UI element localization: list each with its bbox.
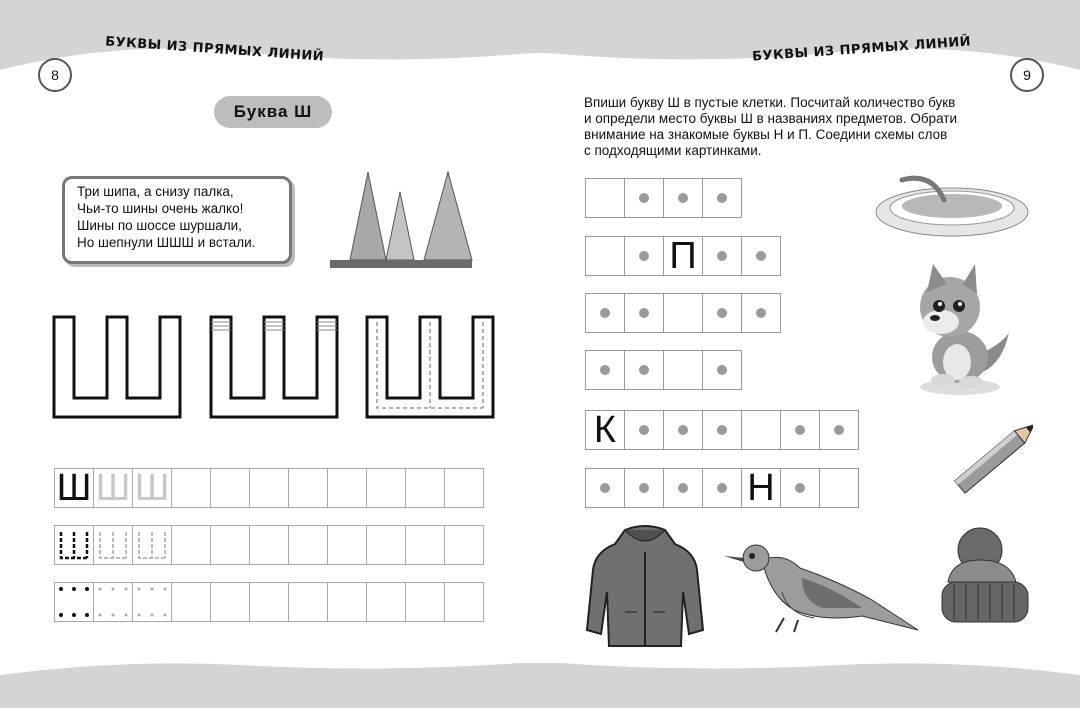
scheme-cell[interactable] xyxy=(585,410,625,450)
writing-cell[interactable] xyxy=(444,468,484,508)
scheme-cell[interactable] xyxy=(585,293,625,333)
scheme-cell[interactable] xyxy=(702,410,742,450)
letter-heading: Буква Ш xyxy=(214,96,332,128)
writing-cell[interactable] xyxy=(405,582,445,622)
writing-cell[interactable] xyxy=(288,525,328,565)
writing-cell[interactable] xyxy=(327,525,367,565)
scheme-cell[interactable] xyxy=(663,468,703,508)
right-header-title: БУКВЫ ИЗ ПРЯМЫХ ЛИНИЙ xyxy=(751,34,972,65)
writing-cell[interactable] xyxy=(288,582,328,622)
writing-cell[interactable] xyxy=(132,468,172,508)
writing-cell[interactable] xyxy=(93,525,133,565)
scheme-cell[interactable] xyxy=(585,468,625,508)
sound-dot xyxy=(717,193,727,203)
scheme-cell[interactable] xyxy=(663,293,703,333)
dashed-letter xyxy=(94,526,132,564)
writing-cell[interactable] xyxy=(171,525,211,565)
scheme-cell[interactable] xyxy=(780,468,820,508)
trace-letter: Ш xyxy=(56,467,92,509)
sound-dot xyxy=(678,483,688,493)
left-header-title: БУКВЫ ИЗ ПРЯМЫХ ЛИНИЙ xyxy=(104,34,325,65)
scheme-cell[interactable] xyxy=(585,350,625,390)
sound-dot xyxy=(717,425,727,435)
writing-cell[interactable] xyxy=(405,525,445,565)
writing-cell[interactable] xyxy=(249,525,289,565)
sound-dot xyxy=(600,308,610,318)
trace-letter: Ш xyxy=(95,467,131,509)
scheme-cell[interactable] xyxy=(624,350,664,390)
writing-row-dashed xyxy=(55,525,484,565)
writing-cell[interactable] xyxy=(54,525,94,565)
writing-cell[interactable] xyxy=(132,525,172,565)
poem-line: Чьи-то шины очень жалко! xyxy=(77,201,244,216)
scheme-cell[interactable] xyxy=(702,468,742,508)
sound-dot xyxy=(756,251,766,261)
sound-dot xyxy=(639,308,649,318)
scheme-cell[interactable] xyxy=(741,468,781,508)
sound-dot xyxy=(834,425,844,435)
poem-line: Но шепнули ШШШ и встали. xyxy=(77,235,256,250)
dot-guide xyxy=(94,583,132,621)
sound-dot xyxy=(639,425,649,435)
instruction-line: Впиши букву Ш в пустые клетки. Посчитай количество букв xyxy=(584,95,956,110)
sound-dot xyxy=(756,308,766,318)
scheme-cell[interactable] xyxy=(780,410,820,450)
sound-dot xyxy=(717,251,727,261)
scheme-cell[interactable] xyxy=(819,410,859,450)
scheme-cell[interactable] xyxy=(624,236,664,276)
writing-cell[interactable] xyxy=(54,468,94,508)
sound-dot xyxy=(639,365,649,375)
scheme-cell[interactable] xyxy=(624,468,664,508)
scheme-cell[interactable] xyxy=(741,293,781,333)
sound-dot xyxy=(639,483,649,493)
writing-row-trace xyxy=(55,468,484,508)
scheme-cell[interactable] xyxy=(702,350,742,390)
scheme-cell[interactable] xyxy=(624,293,664,333)
sound-dot xyxy=(717,365,727,375)
writing-cell[interactable] xyxy=(54,582,94,622)
scheme-letter: К xyxy=(593,409,617,451)
writing-cell[interactable] xyxy=(249,582,289,622)
three-spikes-illustration xyxy=(328,168,474,270)
writing-cell[interactable] xyxy=(93,582,133,622)
sound-dot xyxy=(717,308,727,318)
scheme-cell[interactable] xyxy=(624,178,664,218)
sound-dot xyxy=(600,365,610,375)
coat-picture xyxy=(585,522,705,650)
writing-row-dots xyxy=(55,582,484,622)
writing-cell[interactable] xyxy=(249,468,289,508)
big-letter-outline xyxy=(50,314,185,420)
sound-dot xyxy=(795,483,805,493)
writing-cell[interactable] xyxy=(93,468,133,508)
porridge-bowl-picture xyxy=(872,170,1032,240)
writing-cell[interactable] xyxy=(366,468,406,508)
word-scheme-row xyxy=(586,293,781,333)
scheme-cell[interactable] xyxy=(663,350,703,390)
writing-cell[interactable] xyxy=(366,525,406,565)
scheme-cell[interactable] xyxy=(819,468,859,508)
dot-guide xyxy=(55,583,93,621)
big-letter-stroke-order xyxy=(207,314,342,420)
poem-line: Шины по шоссе шуршали, xyxy=(77,218,242,233)
writing-cell[interactable] xyxy=(210,582,250,622)
word-scheme-row xyxy=(586,236,781,276)
wolf-cub-picture xyxy=(905,262,1015,397)
scheme-cell[interactable] xyxy=(585,178,625,218)
writing-cell[interactable] xyxy=(288,468,328,508)
instruction-line: с подходящими картинками. xyxy=(584,143,762,158)
scheme-cell[interactable] xyxy=(663,410,703,450)
dashed-letter xyxy=(55,526,93,564)
sound-dot xyxy=(795,425,805,435)
scheme-letter: Н xyxy=(747,467,775,509)
sound-dot xyxy=(678,425,688,435)
word-scheme-row xyxy=(586,468,859,508)
pencil-picture xyxy=(948,420,1033,515)
scheme-cell[interactable] xyxy=(702,293,742,333)
poem-box xyxy=(62,176,292,264)
writing-cell[interactable] xyxy=(444,525,484,565)
writing-cell[interactable] xyxy=(405,468,445,508)
word-scheme-row xyxy=(586,178,742,218)
writing-cell[interactable] xyxy=(327,582,367,622)
footer-band xyxy=(0,655,1080,708)
word-scheme-row xyxy=(586,350,742,390)
scheme-cell[interactable] xyxy=(741,410,781,450)
sound-dot xyxy=(717,483,727,493)
sound-dot xyxy=(678,193,688,203)
writing-cell[interactable] xyxy=(444,582,484,622)
trace-letter: Ш xyxy=(134,467,170,509)
writing-cell[interactable] xyxy=(171,468,211,508)
left-page-number: 8 xyxy=(38,58,72,92)
scheme-cell[interactable] xyxy=(663,178,703,218)
scheme-cell[interactable] xyxy=(624,410,664,450)
instruction-line: и определи место буквы Ш в названиях предметов. Обрати xyxy=(584,111,958,126)
sound-dot xyxy=(639,193,649,203)
writing-cell[interactable] xyxy=(210,468,250,508)
writing-cell[interactable] xyxy=(132,582,172,622)
scheme-cell[interactable] xyxy=(663,236,703,276)
sound-dot xyxy=(639,251,649,261)
instruction-text xyxy=(584,95,1029,159)
poem-line: Три шипа, а снизу палка, xyxy=(77,184,234,199)
writing-cell[interactable] xyxy=(171,582,211,622)
writing-cell[interactable] xyxy=(210,525,250,565)
writing-cell[interactable] xyxy=(327,468,367,508)
scheme-cell[interactable] xyxy=(702,236,742,276)
scheme-letter: П xyxy=(669,235,697,277)
big-letter-dashed-guide xyxy=(363,314,498,420)
scheme-cell[interactable] xyxy=(585,236,625,276)
scheme-cell[interactable] xyxy=(702,178,742,218)
cuckoo-bird-picture xyxy=(722,538,922,638)
writing-cell[interactable] xyxy=(366,582,406,622)
right-page-number: 9 xyxy=(1010,58,1044,92)
dashed-letter xyxy=(133,526,171,564)
scheme-cell[interactable] xyxy=(741,236,781,276)
dot-guide xyxy=(133,583,171,621)
sound-dot xyxy=(600,483,610,493)
knit-hat-picture xyxy=(928,522,1038,634)
word-scheme-row xyxy=(586,410,859,450)
instruction-line: внимание на знакомые буквы Н и П. Соедини схемы слов xyxy=(584,127,948,142)
